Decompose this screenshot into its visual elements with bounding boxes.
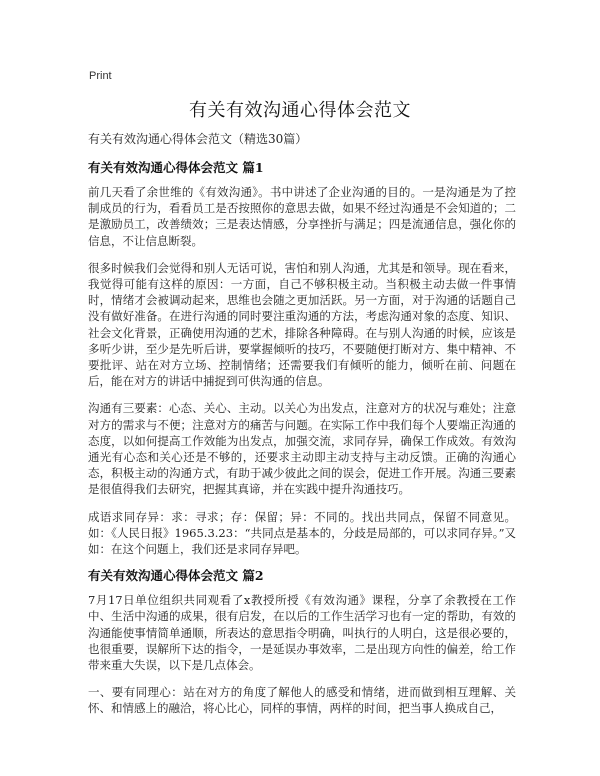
document-subtitle: 有关有效沟通心得体会范文（精选30篇） xyxy=(88,132,308,146)
section-1-paragraph-1: 前几天看了余世维的《有效沟通》。书中讲述了企业沟通的目的。一是沟通是为了控制成员的行为，看看员工是否按照你的意思去做，如果不经过沟通是不会知道的；二是激励员工，改善绩效；三是表达情感，分享挫折与满足；四是流通信息，强化你的信息，不让信息断裂。 xyxy=(88,185,516,248)
section-2-paragraph-2: 一、要有同理心：站在对方的角度了解他人的感受和情绪，进而做到相互理解、关怀、和情感上的融洽，将心比心，同样的事情，两样的时间，把当事人换成自己， xyxy=(88,685,516,716)
section-1-paragraph-2: 很多时候我们会觉得和别人无话可说，害怕和别人沟通，尤其是和领导。现在看来，我觉得可能有这样的原因：一方面，自己不够积极主动。当积极主动去做一件事情时，情绪才会被调动起来，思维也会随之更加活跃。另一方面，对于沟通的话题自己没有做好准备。在进行沟通的同时要注重沟通的方法，考虑沟通对象的态度、知识、社会文化背景，正确使用沟通的艺术，排除各种障碍。在与别人沟通的时候，应该是多听少讲，至少是先听后讲，要掌握倾听的技巧，不要随便打断对方、集中精神、不要批评、站在对方立场、控制情绪；还需要我们有倾听的能力，倾听在前、问题在后，能在对方的讲话中捕捉到可供沟通的信息。 xyxy=(88,260,516,389)
print-link[interactable]: Print xyxy=(89,70,112,82)
section-2-paragraph-1: 7月17日单位组织共同观看了x教授所授《有效沟通》课程，分享了余教授在工作中、生活中沟通的成果，很有启发，在以后的工作生活学习也有一定的帮助，有效的沟通能使事情简单通顺，所表达的意思指令明确，叫执行的人明白，这是很必要的，也很重要，误解所下达的指令，一是延误办事效率，二是出现方向性的偏差，给工作带来重大失误，以下是几点体会。 xyxy=(88,593,516,673)
section-heading-2: 有关有效沟通心得体会范文 篇2 xyxy=(88,568,264,584)
section-1-paragraph-3: 沟通有三要素：心态、关心、主动。以关心为出发点，注意对方的状况与难处；注意对方的需求与不便；注意对方的痛苦与问题。在实际工作中我们每个人要端正沟通的态度，以如何提高工作效能为出发点，加强交流，求同存异，确保工作成效。有效沟通光有心态和关心还是不够的，还要求主动即主动支持与主动反馈。正确的沟通心态，积极主动的沟通方式，有助于减少彼此之间的误会，促进工作开展。沟通三要素是很值得我们去研究，把握其真谛，并在实践中提升沟通技巧。 xyxy=(88,401,516,497)
page-title: 有关有效沟通心得体会范文 xyxy=(189,100,411,121)
article-body xyxy=(88,160,516,728)
section-1-paragraph-4: 成语求同存异：求：寻求；存：保留；异：不同的。找出共同点，保留不同意见。如：《人民日报》1965.3.23：“共同点是基本的，分歧是局部的，可以求同存异。”又如：在这个问题上，我们还是求同存异吧。 xyxy=(88,509,516,557)
section-heading-1: 有关有效沟通心得体会范文 篇1 xyxy=(88,160,264,175)
